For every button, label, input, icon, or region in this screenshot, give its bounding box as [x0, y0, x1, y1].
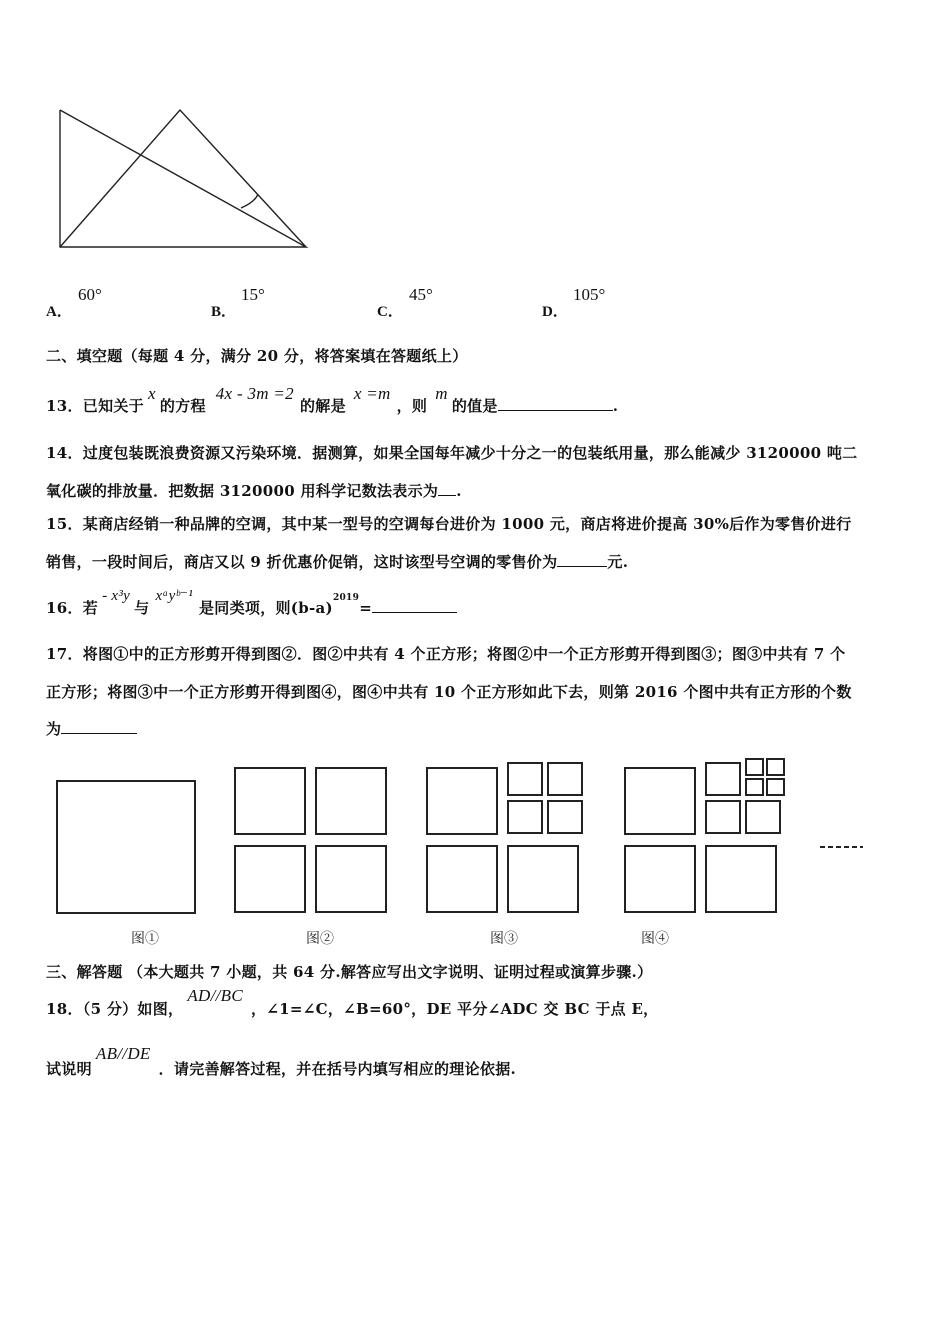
q17-line-1: 17．将图①中的正方形剪开得到图②．图②中共有 4 个正方形；将图②中一个正方形剪开得到图③；图③中共有 7 个 [46, 645, 846, 663]
option-b-label: B． [211, 304, 237, 320]
option-c-label: C． [377, 304, 403, 320]
q14-answer-blank[interactable] [438, 480, 456, 496]
q13-text-6: . [612, 397, 619, 415]
q13-solution: x =m [353, 384, 391, 403]
q14-line-1: 14．过度包装既浪费资源又污染环境．据测算，如果全国每年减少十分之一的包装纸用量，那么能减少 3120000 吨二 [46, 444, 858, 462]
q16-term-1: - x³y [102, 588, 131, 604]
q18-text-3: 试说明 [46, 1060, 92, 1078]
q16-exponent: 2019 [332, 593, 360, 603]
fig3-caption: 图③ [490, 931, 518, 947]
q15-line-2-text: 销售，一段时间后，商店又以 9 折优惠价促销，这时该型号空调的零售价为 [46, 553, 558, 571]
q13-var-m: m [435, 384, 448, 403]
figures-ellipsis-text [830, 834, 832, 835]
q13-number: 13． [46, 397, 83, 415]
q16-text-3: = [359, 599, 373, 617]
option-b-value: 15° [241, 285, 265, 304]
q16-text-2: 是同类项，则(b-a) [199, 599, 333, 617]
q17-line-2: 正方形；将图③中一个正方形剪开得到图④，图④中共有 10 个正方形如此下去，则第 2016 个图中共有正方形的个数 [46, 683, 852, 701]
q17-line-3 [46, 718, 137, 739]
fig1-square [57, 781, 195, 913]
option-d-value: 105° [573, 285, 606, 304]
q18-line-1 [46, 985, 659, 1018]
squares-figure-row [45, 756, 925, 916]
option-c-value: 45° [409, 285, 433, 304]
option-d-label: D． [542, 304, 568, 320]
question-13 [46, 383, 619, 415]
q13-text-4: ，则 [396, 397, 428, 415]
q18-text-1: 18．（5 分）如图， [46, 1000, 184, 1018]
q15-answer-blank[interactable] [557, 551, 607, 567]
q13-text-5: 的值是 [451, 397, 498, 415]
q14-line-2-text: 氧化碳的排放量．把数据 3120000 用科学记数法表示为 [46, 482, 439, 500]
q13-var-x: x [147, 384, 156, 403]
q13-text-1: 已知关于 [82, 397, 144, 415]
section-2-heading: 二、填空题（每题 4 分，满分 20 分，将答案填在答题纸上） [46, 347, 468, 365]
q15-end: 元. [607, 553, 629, 571]
option-a-label: A． [46, 304, 72, 320]
q17-answer-blank[interactable] [61, 718, 137, 734]
q18-text-2: ，∠1=∠C，∠B=60°，DE 平分∠ADC 交 BC 于点 E， [250, 1000, 659, 1018]
q13-text-2: 的方程 [159, 397, 206, 415]
fig1-caption: 图① [131, 931, 159, 947]
section-3-heading: 三、解答题 （本大题共 7 小题，共 64 分.解答应写出文字说明、证明过程或演算步骤.） [46, 963, 653, 981]
q13-equation: 4x - 3m =2 [215, 384, 294, 403]
fig4-caption: 图④ [641, 931, 669, 947]
q18-text-4: ．请完善解答过程，并在括号内填写相应的理论依据. [158, 1060, 517, 1078]
q15-line-1: 15．某商店经销一种品牌的空调，其中某一型号的空调每台进价为 1000 元，商店将进价提高 30%后作为零售价进行 [46, 515, 852, 533]
fig2-caption: 图② [306, 931, 334, 947]
q18-line-2 [46, 1043, 517, 1078]
q13-text-3: 的解是 [299, 397, 346, 415]
q12-triangle-figure [50, 100, 320, 260]
q16-number: 16．若 [46, 599, 99, 617]
q14-end: . [456, 482, 462, 500]
q16-term-2: xᵃyᵇ⁻¹ [155, 588, 193, 604]
q17-line-3-text: 为 [46, 720, 62, 738]
q16-answer-blank[interactable] [372, 597, 457, 613]
q15-line-2 [46, 551, 628, 572]
q16-text-1: 与 [134, 599, 150, 617]
q13-answer-blank[interactable] [498, 395, 613, 411]
option-a-value: 60° [78, 285, 102, 304]
q18-given: AD//BC [187, 986, 243, 1005]
q18-prove: AB//DE [95, 1044, 151, 1063]
q14-line-2 [46, 480, 462, 501]
question-16 [46, 584, 457, 617]
